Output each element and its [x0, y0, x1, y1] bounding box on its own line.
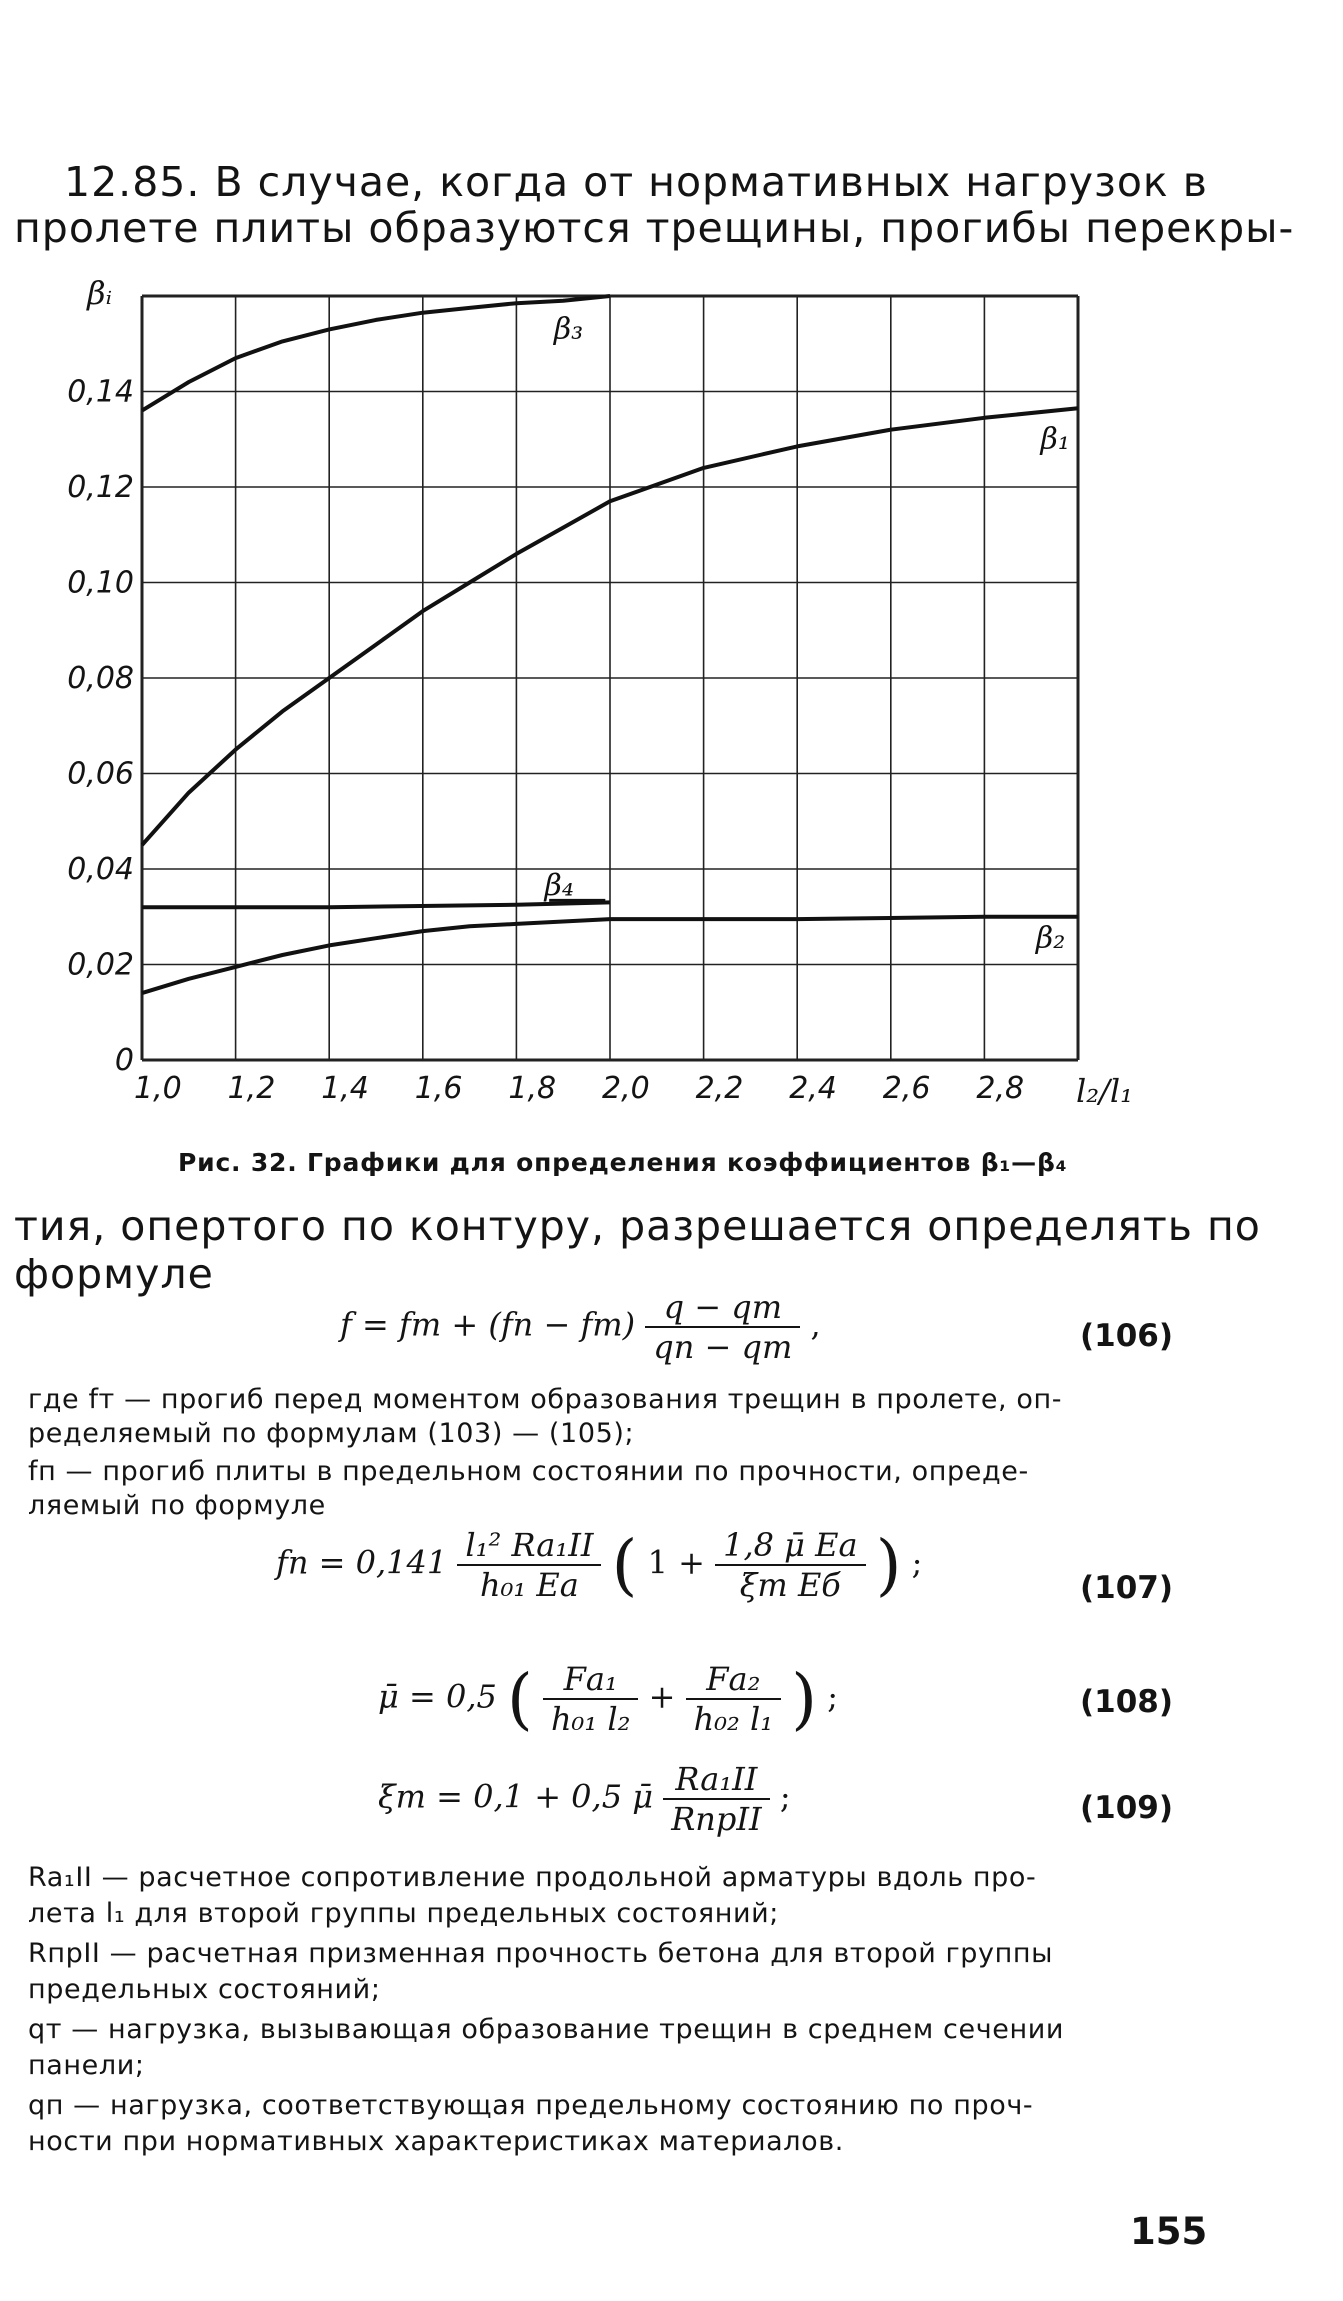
- eq107-denominator-1: h₀₁ Eа: [479, 1566, 579, 1604]
- eq107-fraction-1: [457, 1526, 601, 1604]
- eq108-numerator-1: Fа₁: [543, 1660, 639, 1700]
- left-paren: (: [611, 1526, 638, 1604]
- eq107-numerator-2: 1,8 μ̄ Eа: [715, 1526, 865, 1566]
- equation-number-108: (108): [1080, 1684, 1174, 1720]
- eq109-denominator: RпрII: [671, 1800, 762, 1838]
- definition-line: qт — нагрузка, вызывающая образование трещин в среднем сечении: [28, 2014, 1065, 2045]
- x-tick-label: 1,8: [508, 1071, 557, 1106]
- y-tick-label: 0,04: [67, 852, 134, 887]
- eq107-denominator-2: ξт Eб: [739, 1566, 841, 1604]
- eq108-numerator-2: Fа₂: [686, 1660, 782, 1700]
- definition-line: RпрII — расчетная призменная прочность бетона для второй группы: [28, 1938, 1054, 1969]
- definition-line: предельных состояний;: [28, 1974, 381, 2005]
- equation-108: [378, 1660, 838, 1738]
- x-tick-label: 1,0: [134, 1071, 182, 1106]
- equation-number-107: (107): [1080, 1570, 1174, 1606]
- eq107-one-plus: 1 +: [647, 1543, 705, 1582]
- eq106-denominator: qп − qт: [653, 1328, 793, 1366]
- eq108-denominator-2: h₀₂ l₁: [693, 1700, 774, 1738]
- paragraph-heading-line: 12.85. В случае, когда от нормативных нагрузок в: [64, 158, 1208, 206]
- y-tick-label: 0,08: [67, 661, 134, 696]
- eq108-denominator-1: h₀₁ l₂: [550, 1700, 631, 1738]
- x-tick-label: 2,4: [789, 1071, 837, 1106]
- eq107-lhs: fп = 0,141: [276, 1543, 448, 1582]
- x-tick-label: 1,4: [321, 1071, 369, 1106]
- equation-107: [276, 1526, 922, 1604]
- eq108-fraction-1: [543, 1660, 639, 1738]
- series-label: β₂: [1035, 920, 1066, 956]
- equation-109: [378, 1760, 791, 1838]
- series-label: β₃: [553, 311, 584, 347]
- paragraph-line: формуле: [14, 1250, 214, 1298]
- right-paren: ): [791, 1660, 818, 1738]
- series-label: β₄: [544, 868, 574, 904]
- definition-line: ляемый по формуле: [28, 1490, 326, 1521]
- x-tick-label: 2,2: [695, 1071, 744, 1106]
- x-axis-label: l₂/l₁: [1076, 1072, 1133, 1110]
- equation-106: [340, 1288, 821, 1366]
- figure-caption: Рис. 32. Графики для определения коэффициентов β₁—β₄: [178, 1148, 1068, 1177]
- series-line: [142, 296, 610, 411]
- y-tick-label: 0,06: [67, 756, 134, 792]
- eq108-fraction-2: [686, 1660, 782, 1738]
- x-tick-label: 1,2: [227, 1071, 276, 1106]
- eq108-lhs: μ̄ = 0,5: [378, 1677, 497, 1716]
- eq107-numerator-1: l₁² Ra₁II: [457, 1526, 601, 1566]
- eq107-fraction-2: [715, 1526, 865, 1604]
- eq109-lhs: ξт = 0,1 + 0,5 μ̄: [378, 1777, 654, 1816]
- y-tick-label: 0: [114, 1043, 134, 1078]
- y-tick-label: 0,10: [67, 565, 134, 601]
- x-tick-label: 2,0: [602, 1071, 650, 1106]
- definition-line: fп — прогиб плиты в предельном состоянии по прочности, опреде-: [28, 1456, 1029, 1487]
- left-paren: (: [507, 1660, 533, 1738]
- coefficient-chart: [67, 270, 1133, 1120]
- eq108-plus: +: [648, 1677, 676, 1716]
- paragraph-line: пролете плиты образуются трещины, прогибы перекры-: [14, 204, 1295, 252]
- eq109-fraction: [663, 1760, 769, 1838]
- page-number: 155: [1130, 2210, 1208, 2253]
- x-tick-label: 2,6: [882, 1071, 931, 1106]
- definition-line: qп — нагрузка, соответствующая предельному состоянию по проч-: [28, 2090, 1034, 2121]
- definition-line: Ra₁II — расчетное сопротивление продольной арматуры вдоль про-: [28, 1862, 1037, 1893]
- eq109-tail: ;: [779, 1777, 791, 1816]
- definition-line: панели;: [28, 2050, 145, 2081]
- y-axis-label: βᵢ: [87, 274, 112, 312]
- y-tick-label: 0,02: [67, 947, 134, 983]
- definition-line: лета l₁ для второй группы предельных состояний;: [28, 1898, 779, 1929]
- paragraph-line: тия, опертого по контуру, разрешается определять по: [14, 1202, 1261, 1250]
- definition-line: ности при нормативных характеристиках материалов.: [28, 2126, 844, 2157]
- eq106-numerator: q − qт: [645, 1288, 800, 1328]
- eq106-tail: ,: [810, 1305, 821, 1344]
- series-line: [142, 902, 610, 907]
- eq106-fraction: [645, 1288, 800, 1366]
- series-label: β₁: [1040, 421, 1070, 457]
- definition-line: ределяемый по формулам (103) — (105);: [28, 1418, 635, 1449]
- eq106-lhs: f = fт + (fп − fт): [340, 1305, 636, 1344]
- eq109-numerator: Ra₁II: [663, 1760, 769, 1800]
- eq108-tail: ;: [827, 1677, 838, 1716]
- y-tick-label: 0,14: [67, 374, 134, 410]
- eq107-tail: ;: [911, 1543, 923, 1582]
- definition-line: где fт — прогиб перед моментом образования трещин в пролете, оп-: [28, 1384, 1063, 1415]
- equation-number-106: (106): [1080, 1318, 1174, 1354]
- x-tick-label: 2,8: [976, 1071, 1025, 1106]
- x-tick-label: 1,6: [414, 1071, 463, 1106]
- right-paren: ): [875, 1526, 902, 1604]
- equation-number-109: (109): [1080, 1790, 1174, 1826]
- y-tick-label: 0,12: [67, 470, 134, 505]
